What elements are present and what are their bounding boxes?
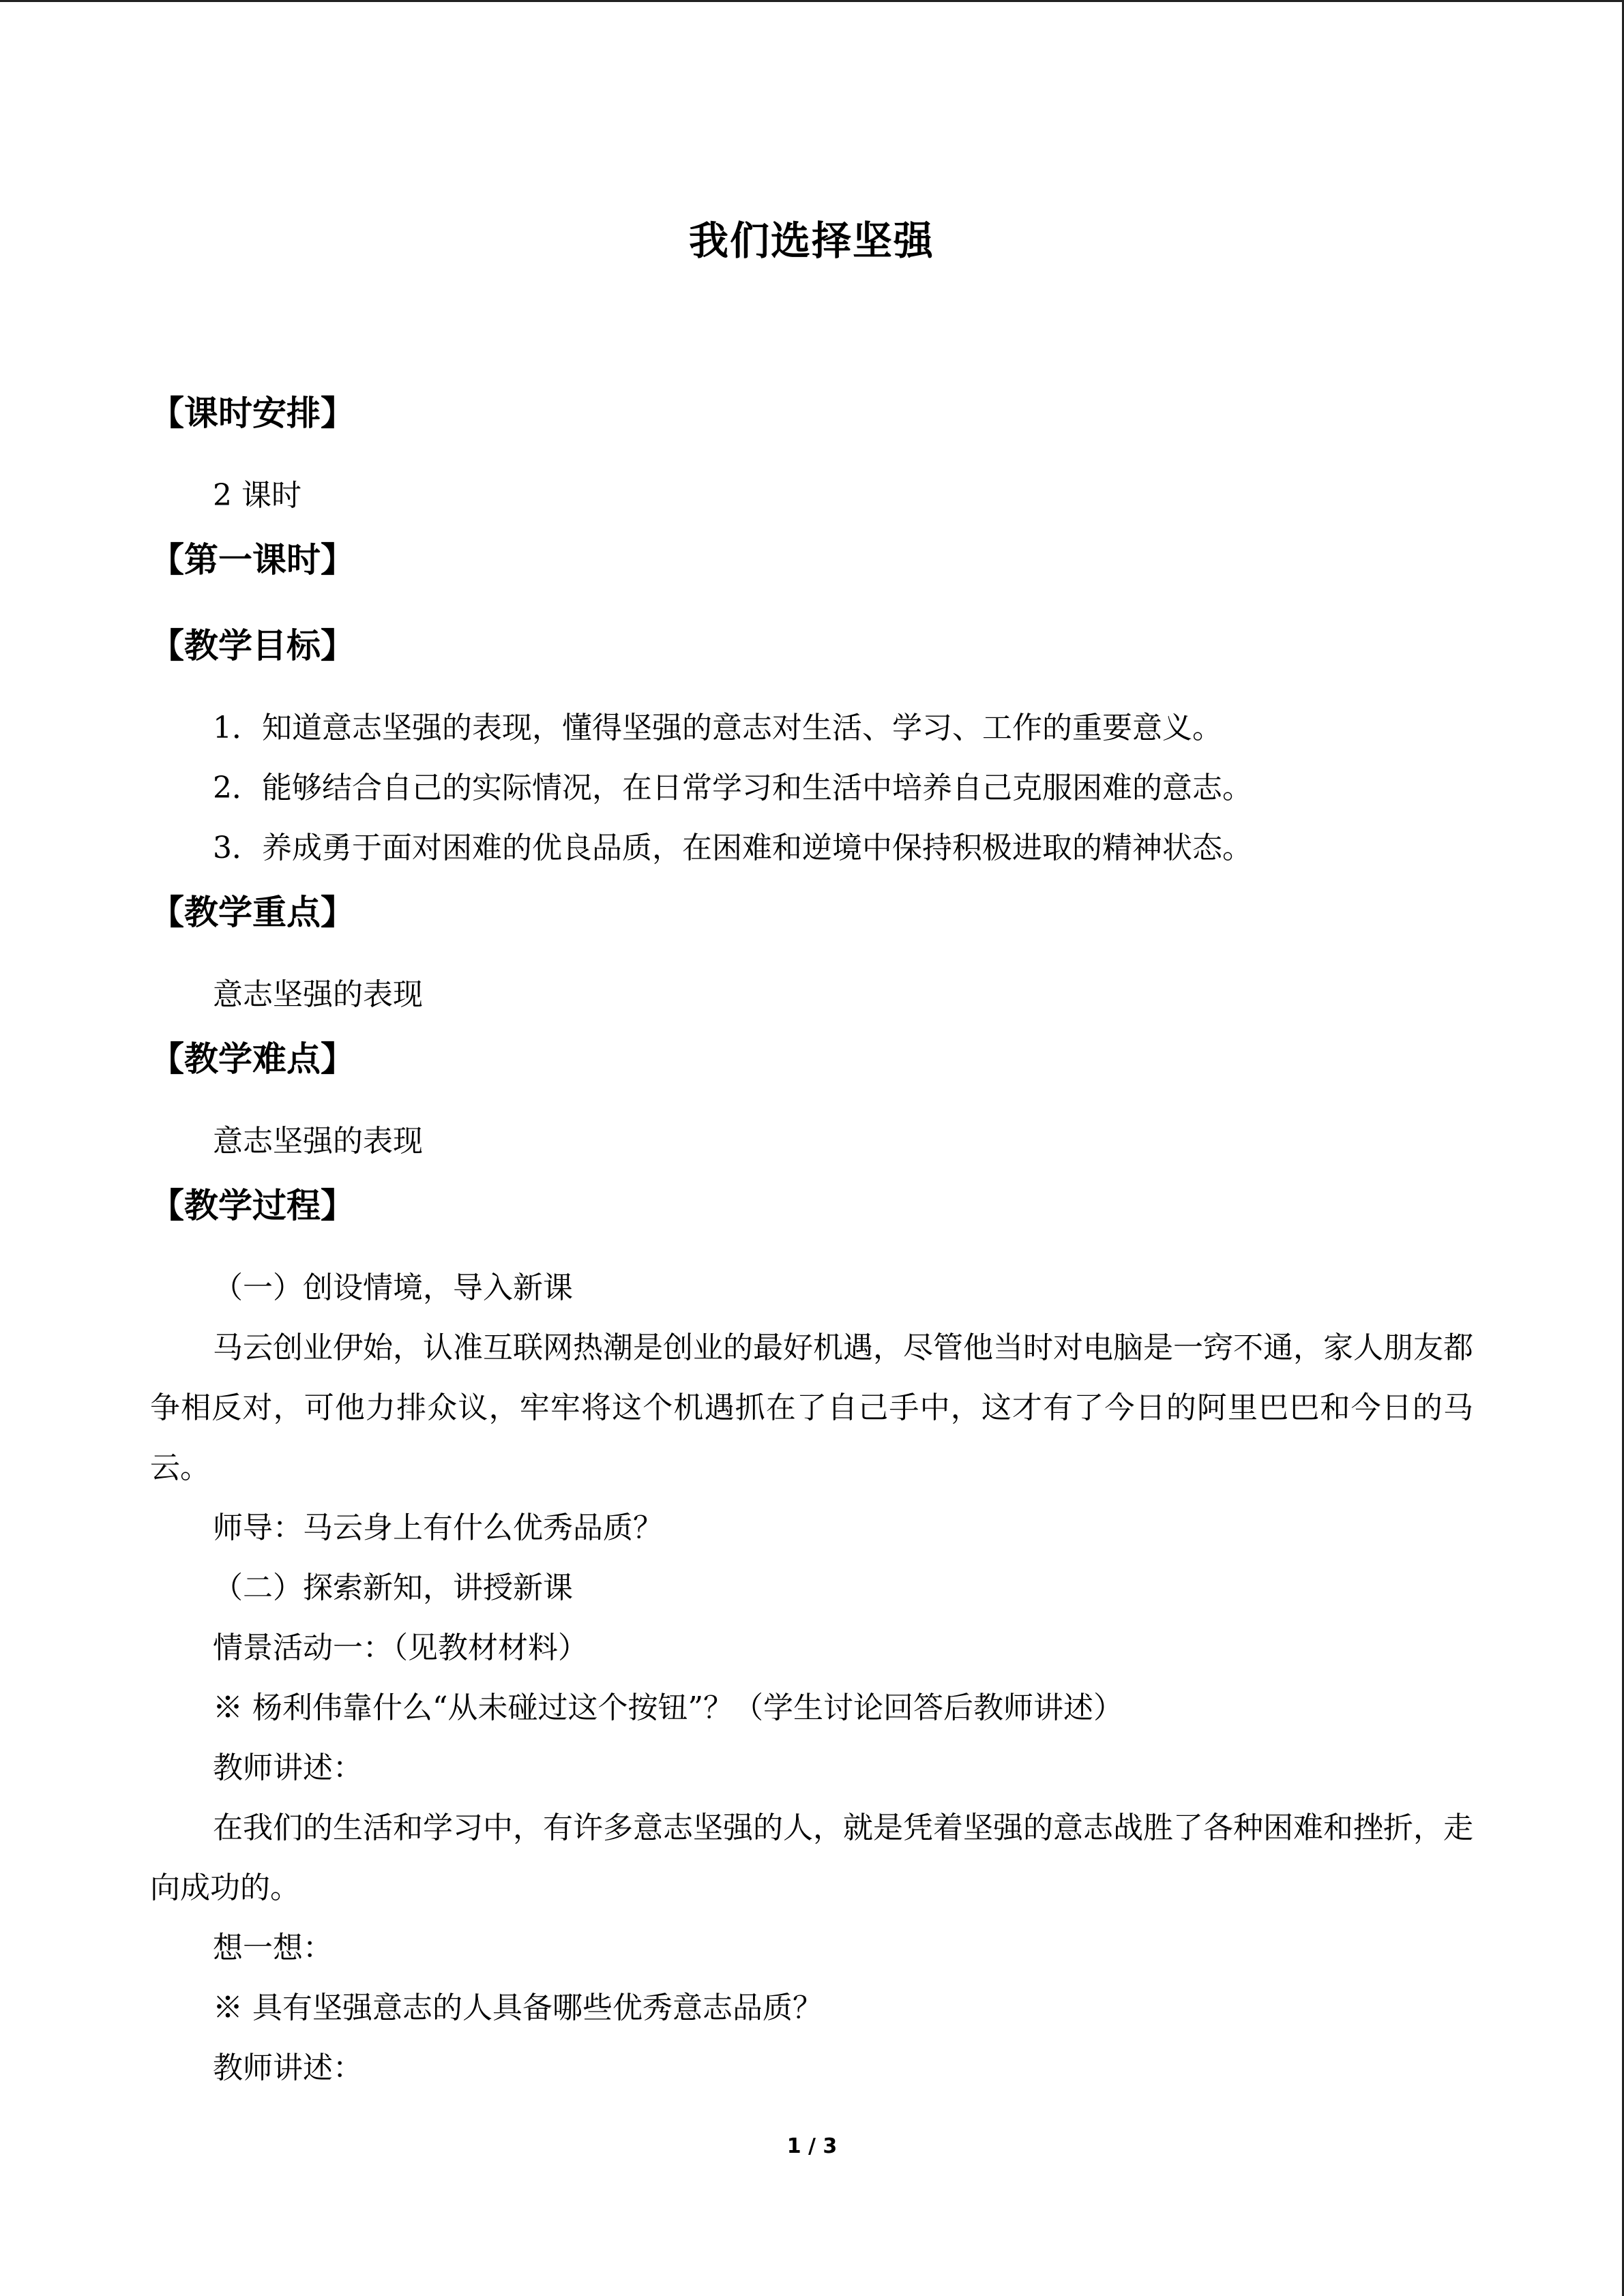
process-teacher-question: 师导：马云身上有什么优秀品质？ (213, 1510, 663, 1545)
process-question-1: ※ 杨利伟靠什么“从未碰过这个按钮”？（学生讨论回答后教师讲述） (213, 1690, 1123, 1725)
process-question-2: ※ 具有坚强意志的人具备哪些优秀意志品质？ (213, 1991, 823, 2025)
schedule-text: 2 课时 (213, 478, 301, 513)
process-activity-1: 情景活动一：（见教材材料） (213, 1630, 588, 1665)
process-step-1-title: （一）创设情境，导入新课 (213, 1270, 573, 1305)
heading-first-lesson: 【第一课时】 (150, 540, 355, 580)
page-number: 1 / 3 (786, 2134, 838, 2158)
process-teacher-explain-2: 教师讲述： (213, 2051, 363, 2085)
heading-key-points: 【教学重点】 (150, 893, 355, 932)
page-border-top (0, 0, 1624, 2)
difficulties-text: 意志坚强的表现 (213, 1124, 423, 1159)
heading-objectives: 【教学目标】 (150, 626, 355, 666)
objective-item-1: 1．知道意志坚强的表现，懂得坚强的意志对生活、学习、工作的重要意义。 (213, 711, 1222, 745)
document-title: 我们选择坚强 (688, 218, 934, 264)
key-points-text: 意志坚强的表现 (213, 977, 423, 1012)
heading-difficulties: 【教学难点】 (150, 1039, 355, 1079)
process-think: 想一想： (213, 1930, 333, 1965)
process-explain-paragraph: 在我们的生活和学习中，有许多意志坚强的人，就是凭着坚强的意志战胜了各种困难和挫折，走向成功的。 (150, 1810, 1473, 1905)
objective-item-3: 3．养成勇于面对困难的优良品质，在困难和逆境中保持积极进取的精神状态。 (213, 831, 1252, 865)
process-teacher-explain-1: 教师讲述： (213, 1750, 363, 1785)
process-mayun-paragraph: 马云创业伊始，认准互联网热潮是创业的最好机遇，尽管他当时对电脑是一窍不通，家人朋友都争相反对，可他力排众议，牢牢将这个机遇抓在了自己手中，这才有了今日的阿里巴巴和今日的马云。 (150, 1330, 1473, 1485)
heading-schedule: 【课时安排】 (150, 393, 355, 433)
objective-item-2: 2．能够结合自己的实际情况，在日常学习和生活中培养自己克服困难的意志。 (213, 771, 1252, 805)
process-step-2-title: （二）探索新知，讲授新课 (213, 1570, 573, 1605)
heading-process: 【教学过程】 (150, 1186, 355, 1225)
